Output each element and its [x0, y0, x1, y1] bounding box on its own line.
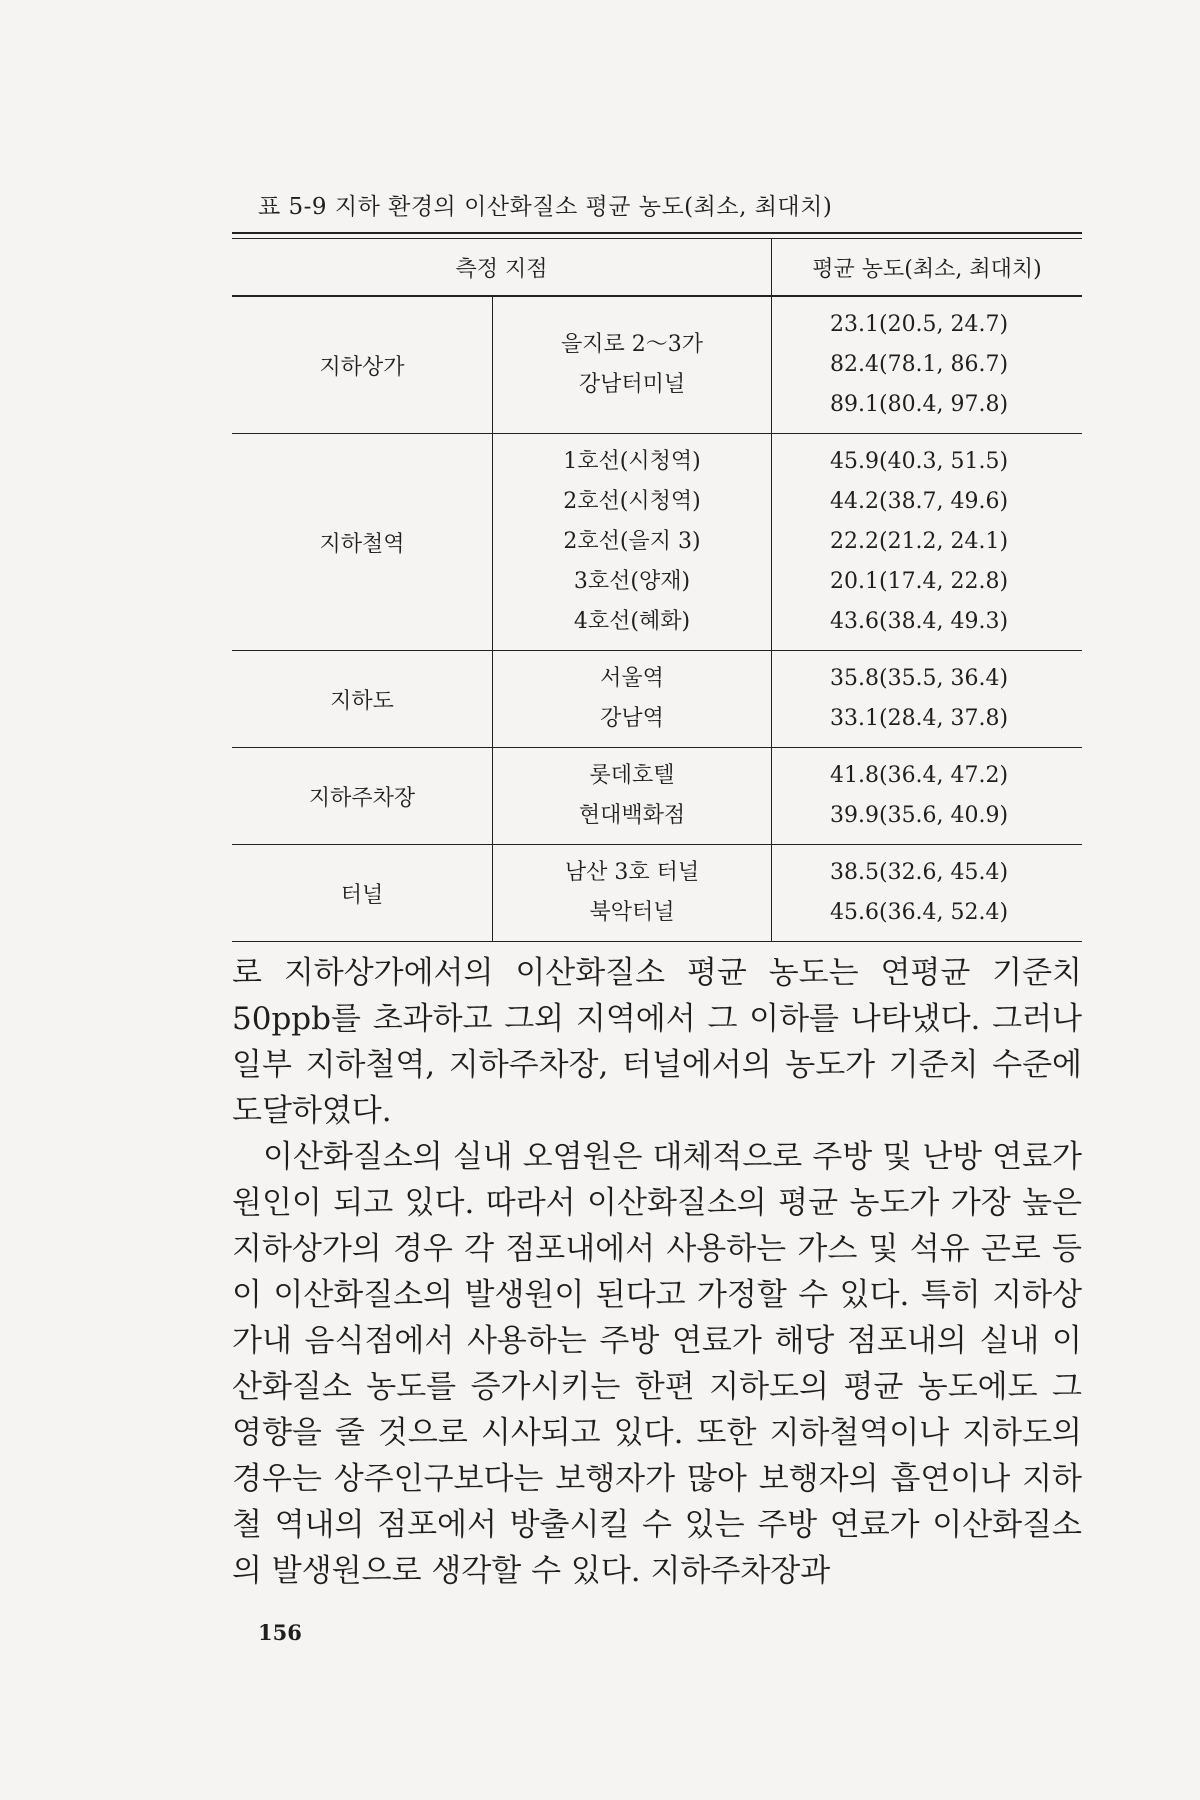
- value-text: 89.1(80.4, 97.8): [830, 392, 1009, 417]
- body-text: [232, 950, 1082, 1594]
- category-cell: 지하상가: [232, 296, 493, 434]
- location-name: 2호선(시청역): [563, 489, 701, 514]
- header-location: 측정 지점: [232, 239, 772, 296]
- table-top-rule: [232, 232, 1082, 239]
- no2-concentration-table: [232, 232, 1082, 942]
- value-text: 41.8(36.4, 47.2): [830, 763, 1009, 788]
- table-caption: 표 5-9 지하 환경의 이산화질소 평균 농도(최소, 최대치): [258, 194, 833, 220]
- category-cell: 지하주차장: [232, 748, 493, 845]
- category-cell: 지하도: [232, 651, 493, 748]
- data-table: [232, 239, 1082, 942]
- value-text: 38.5(32.6, 45.4): [830, 860, 1009, 885]
- page-number: 156: [258, 1620, 302, 1645]
- value-text: 33.1(28.4, 37.8): [830, 706, 1009, 731]
- header-value: 평균 농도(최소, 최대치): [772, 239, 1083, 296]
- value-text: 39.9(35.6, 40.9): [830, 803, 1009, 828]
- table-header-row: [232, 239, 1082, 296]
- location-name: 2호선(을지 3): [563, 529, 701, 554]
- table-row-group: [232, 651, 1082, 748]
- table-row-group: [232, 845, 1082, 942]
- location-name: 을지로 2～3가: [561, 332, 703, 357]
- location-name: 남산 3호 터널: [564, 860, 700, 885]
- location-name: 서울역: [600, 666, 664, 691]
- location-cell: [493, 845, 772, 942]
- location-name: 현대백화점: [578, 803, 686, 828]
- table-row-group: [232, 296, 1082, 434]
- category-cell: 지하철역: [232, 434, 493, 651]
- value-text: 45.9(40.3, 51.5): [830, 449, 1009, 474]
- value-cell: [772, 845, 1083, 942]
- location-cell: [493, 434, 772, 651]
- value-cell: [772, 296, 1083, 434]
- location-name: 롯데호텔: [589, 763, 675, 788]
- paragraph-2: 이산화질소의 실내 오염원은 대체적으로 주방 및 난방 연료가 원인이 되고 있다. 따라서 이산화질소의 평균 농도가 가장 높은 지하상가의 경우 각 점포내에서 사용하는 가스 및 석유 곤로 등이 이산화질소의 발생원이 된다고 가정할 수 있다. 특히 지하상가내 음식점에서 사용하는 주방 연료가 해당 점포내의 실내 이산화질소 농도를 증가시키는 한편 지하도의 평균 농도에도 그 영향을 줄 것으로 시사되고 있다. 또한 지하철역이나 지하도의 경우는 상주인구보다는 보행자가 많아 보행자의 흡연이나 지하철 역내의 점포에서 방출시킬 수 있는 주방 연료가 이산화질소의 발생원으로 생각할 수 있다. 지하주차장과: [232, 1139, 1082, 1589]
- value-cell: [772, 434, 1083, 651]
- value-text: 44.2(38.7, 49.6): [830, 489, 1009, 514]
- value-text: 22.2(21.2, 24.1): [830, 529, 1009, 554]
- value-text: 35.8(35.5, 36.4): [830, 666, 1009, 691]
- table-row-group: [232, 434, 1082, 651]
- location-name: 북악터널: [589, 900, 675, 925]
- value-cell: [772, 748, 1083, 845]
- location-cell: [493, 296, 772, 434]
- value-text: 45.6(36.4, 52.4): [830, 900, 1009, 925]
- location-name: 4호선(혜화): [573, 609, 691, 634]
- value-cell: [772, 651, 1083, 748]
- paragraph-1: 로 지하상가에서의 이산화질소 평균 농도는 연평균 기준치 50ppb를 초과하고 그외 지역에서 그 이하를 나타냈다. 그러나 일부 지하철역, 지하주차장, 터널에서의 농도가 기준치 수준에 도달하였다.: [232, 955, 1082, 1129]
- category-cell: 터널: [232, 845, 493, 942]
- location-name: 강남역: [600, 706, 664, 731]
- table-row-group: [232, 748, 1082, 845]
- location-cell: [493, 651, 772, 748]
- location-name: 강남터미널: [578, 372, 686, 397]
- location-name: 3호선(양재): [573, 569, 691, 594]
- value-text: 82.4(78.1, 86.7): [830, 352, 1009, 377]
- value-text: 23.1(20.5, 24.7): [830, 312, 1009, 337]
- location-name: 1호선(시청역): [563, 449, 701, 474]
- value-text: 20.1(17.4, 22.8): [830, 569, 1009, 594]
- location-cell: [493, 748, 772, 845]
- value-text: 43.6(38.4, 49.3): [830, 609, 1009, 634]
